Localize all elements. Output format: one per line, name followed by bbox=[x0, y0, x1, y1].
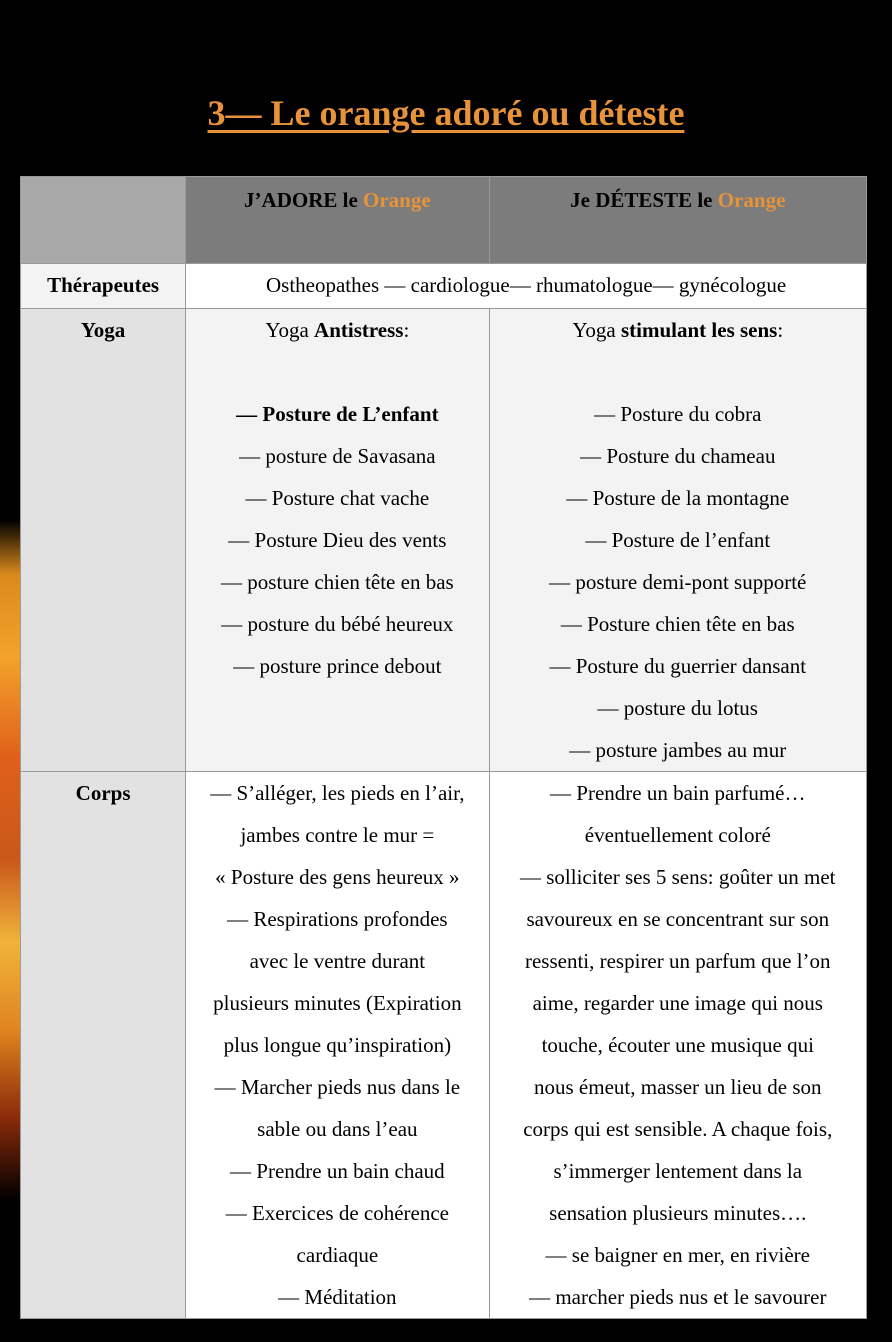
corps-adore-cell bbox=[186, 772, 489, 1319]
spacer bbox=[186, 351, 488, 393]
header-deteste-accent: Orange bbox=[717, 188, 786, 212]
corps-row bbox=[21, 772, 867, 1319]
yoga-row bbox=[21, 309, 867, 772]
header-adore-accent: Orange bbox=[363, 188, 431, 212]
yoga-adore-intro-prefix: Yoga bbox=[265, 318, 315, 342]
yoga-deteste-item: — Posture du chameau bbox=[580, 444, 776, 468]
corps-deteste-line: corps qui est sensible. A chaque fois, bbox=[523, 1117, 833, 1141]
corps-adore-line: sable ou dans l’eau bbox=[257, 1117, 418, 1141]
corps-deteste-line: s’immerger lentement dans la bbox=[553, 1159, 803, 1183]
corps-deteste-line: touche, écouter une musique qui bbox=[541, 1033, 814, 1057]
yoga-deteste-cell bbox=[489, 309, 866, 772]
yoga-label: Yoga bbox=[21, 309, 186, 772]
corps-deteste-line: ressenti, respirer un parfum que l’on bbox=[524, 949, 831, 973]
yoga-adore-intro-bold: Antistress bbox=[314, 318, 404, 342]
yoga-adore-item: — posture prince debout bbox=[233, 654, 442, 678]
yoga-deteste-item: — posture du lotus bbox=[597, 696, 758, 720]
yoga-deteste-item: — posture demi-pont supporté bbox=[549, 570, 807, 594]
corps-deteste-line: — se baigner en mer, en rivière bbox=[545, 1243, 810, 1267]
corps-adore-line: — Méditation bbox=[278, 1285, 397, 1309]
corps-deteste-cell bbox=[489, 772, 866, 1319]
yoga-adore-item: — posture chien tête en bas bbox=[221, 570, 454, 594]
corps-adore-line: « Posture des gens heureux » bbox=[215, 865, 460, 889]
comparison-table bbox=[20, 176, 867, 1319]
yoga-adore-intro-suffix: : bbox=[403, 318, 410, 342]
yoga-deteste-item: — Posture chien tête en bas bbox=[560, 612, 795, 636]
corps-deteste-line: aime, regarder une image qui nous bbox=[532, 991, 823, 1015]
yoga-adore-cell bbox=[186, 309, 489, 772]
therapeutes-text: Ostheopathes — cardiologue— rhumatologue— gynécologue bbox=[186, 264, 867, 309]
corps-deteste-line: sensation plusieurs minutes…. bbox=[549, 1201, 807, 1225]
corps-deteste-line: savoureux en se concentrant sur son bbox=[526, 907, 830, 931]
corps-adore-line: — Marcher pieds nus dans le bbox=[214, 1075, 461, 1099]
corps-adore-line: — Respirations profondes bbox=[227, 907, 448, 931]
yoga-adore-item: — posture du bébé heureux bbox=[221, 612, 454, 636]
header-deteste-prefix: Je DÉTESTE le bbox=[570, 188, 718, 212]
corps-adore-line: — Exercices de cohérence bbox=[225, 1201, 449, 1225]
yoga-deteste-intro-bold: stimulant les sens bbox=[620, 318, 778, 342]
header-row bbox=[21, 177, 867, 264]
corps-deteste-line: nous émeut, masser un lieu de son bbox=[534, 1075, 822, 1099]
yoga-deteste-item: — posture jambes au mur bbox=[569, 738, 787, 762]
page-title: 3— Le orange adoré ou déteste bbox=[207, 93, 685, 133]
corps-adore-line: jambes contre le mur = bbox=[240, 823, 435, 847]
therapeutes-row bbox=[21, 264, 867, 309]
header-deteste bbox=[489, 177, 866, 264]
yoga-adore-item: — Posture Dieu des vents bbox=[228, 528, 447, 552]
yoga-deteste-item: — Posture du guerrier dansant bbox=[549, 654, 807, 678]
header-adore-prefix: J’ADORE le bbox=[244, 188, 364, 212]
corps-adore-line: — S’alléger, les pieds en l’air, bbox=[210, 781, 465, 805]
yoga-adore-item: — Posture chat vache bbox=[245, 486, 430, 510]
corps-adore-line: avec le ventre durant bbox=[249, 949, 426, 973]
corps-adore-line: cardiaque bbox=[296, 1243, 379, 1267]
corps-adore-line: plus longue qu’inspiration) bbox=[223, 1033, 452, 1057]
corps-label: Corps bbox=[21, 772, 186, 1319]
spacer bbox=[490, 351, 866, 393]
yoga-deteste-item: — Posture de l’enfant bbox=[585, 528, 771, 552]
corps-deteste-line: — marcher pieds nus et le savourer bbox=[529, 1285, 827, 1309]
corps-deteste-line: — Prendre un bain parfumé… bbox=[550, 781, 806, 805]
header-adore bbox=[186, 177, 489, 264]
yoga-adore-intro bbox=[186, 309, 488, 351]
yoga-deteste-item: — Posture du cobra bbox=[594, 402, 762, 426]
header-corner-cell bbox=[21, 177, 186, 264]
corps-adore-line: — Prendre un bain chaud bbox=[230, 1159, 445, 1183]
yoga-adore-item: — Posture de L’enfant bbox=[236, 402, 439, 426]
yoga-deteste-intro-prefix: Yoga bbox=[572, 318, 621, 342]
corps-deteste-line: — solliciter ses 5 sens: goûter un met bbox=[519, 865, 836, 889]
yoga-adore-item: — posture de Savasana bbox=[239, 444, 436, 468]
therapeutes-label: Thérapeutes bbox=[21, 264, 186, 309]
corps-adore-line: plusieurs minutes (Expiration bbox=[213, 991, 462, 1015]
corps-deteste-line: éventuellement coloré bbox=[584, 823, 771, 847]
yoga-deteste-intro bbox=[490, 309, 866, 351]
yoga-deteste-intro-suffix: : bbox=[777, 318, 784, 342]
yoga-deteste-item: — Posture de la montagne bbox=[566, 486, 790, 510]
